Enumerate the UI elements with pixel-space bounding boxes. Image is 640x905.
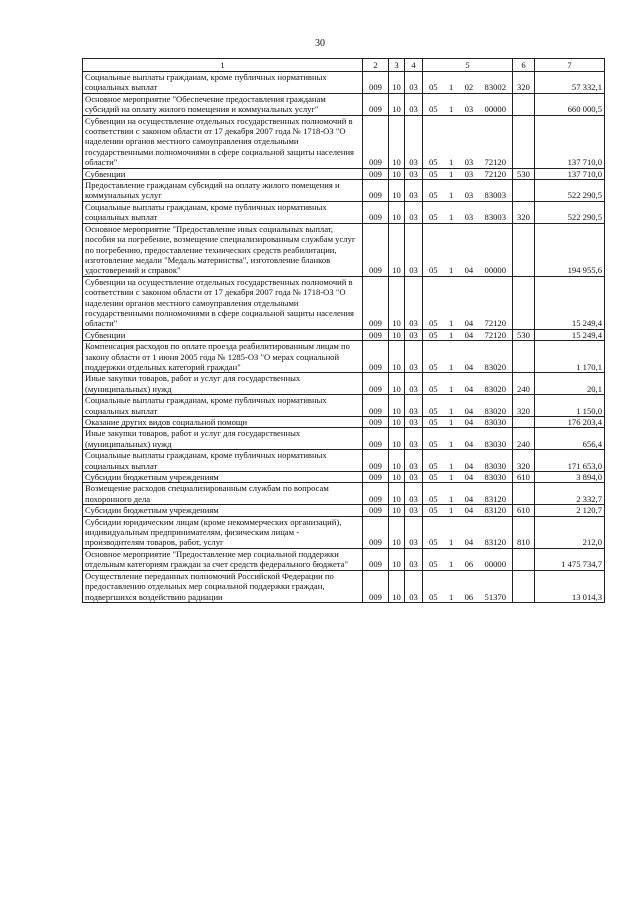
row-col-5 <box>423 373 513 395</box>
header-col-5: 5 <box>423 59 513 72</box>
row-col-3: 10 <box>389 93 405 115</box>
row-col-6 <box>513 115 535 168</box>
code-part-1: 05 <box>429 157 438 168</box>
code-part-3: 04 <box>464 438 474 449</box>
row-name: Субвенции <box>83 329 363 340</box>
row-col-5 <box>423 168 513 179</box>
row-name: Оказание других видов социальной помощи <box>83 417 363 428</box>
row-col-2: 009 <box>363 223 389 276</box>
row-col-2: 009 <box>363 395 389 417</box>
table-row <box>83 373 605 395</box>
code-part-4: 83003 <box>484 190 506 201</box>
row-col-3: 10 <box>389 341 405 373</box>
code-part-3: 03 <box>464 190 474 201</box>
row-col-4: 03 <box>405 341 423 373</box>
header-col-3: 3 <box>389 59 405 72</box>
row-col-2: 009 <box>363 201 389 223</box>
row-col-5 <box>423 329 513 340</box>
row-name: Основное мероприятие "Предоставление мер социальной поддержки отдельным категориям граждан за счет средств федерального бюджета" <box>83 548 363 570</box>
row-amount: 13 014,3 <box>535 570 605 602</box>
row-col-4: 03 <box>405 450 423 472</box>
code-part-3: 04 <box>464 361 474 372</box>
code-part-3: 04 <box>464 265 474 276</box>
row-col-4: 03 <box>405 395 423 417</box>
code-part-1: 05 <box>429 329 438 340</box>
code-part-1: 05 <box>429 591 438 602</box>
row-col-5 <box>423 472 513 483</box>
table-row <box>83 168 605 179</box>
code-part-4: 72120 <box>484 318 506 329</box>
row-col-3: 10 <box>389 223 405 276</box>
code-part-3: 04 <box>464 417 474 427</box>
row-col-5 <box>423 570 513 602</box>
row-amount: 2 332,7 <box>535 483 605 505</box>
row-col-4: 03 <box>405 115 423 168</box>
code-part-2: 1 <box>448 104 454 115</box>
program-code <box>425 494 510 504</box>
code-part-2: 1 <box>448 157 454 168</box>
code-part-2: 1 <box>448 591 454 602</box>
row-col-3: 10 <box>389 373 405 395</box>
code-part-1: 05 <box>429 383 438 394</box>
code-part-2: 1 <box>448 383 454 394</box>
table-row <box>83 276 605 329</box>
row-col-5 <box>423 505 513 516</box>
row-col-5 <box>423 72 513 94</box>
row-amount: 656,4 <box>535 428 605 450</box>
row-name: Социальные выплаты гражданам, кроме публичных нормативных социальных выплат <box>83 450 363 472</box>
code-part-4: 83030 <box>484 417 506 427</box>
program-code <box>425 265 510 275</box>
row-col-3: 10 <box>389 505 405 516</box>
code-part-2: 1 <box>448 318 454 329</box>
code-part-1: 05 <box>429 212 438 223</box>
program-code <box>425 505 510 515</box>
row-col-4: 03 <box>405 329 423 340</box>
row-name: Субвенции <box>83 168 363 179</box>
code-part-1: 05 <box>429 104 438 115</box>
row-name: Осуществление переданных полномочий Российской Федерации по предоставлению отдельных мер социальной поддержки граждан, подвергшихся воздействию радиации <box>83 570 363 602</box>
code-part-2: 1 <box>448 82 454 93</box>
row-col-6: 320 <box>513 395 535 417</box>
code-part-3: 04 <box>464 505 474 516</box>
row-col-5 <box>423 341 513 373</box>
table-row <box>83 428 605 450</box>
row-col-6 <box>513 93 535 115</box>
header-col-1: 1 <box>83 59 363 72</box>
code-part-4: 51370 <box>484 591 506 602</box>
header-col-6: 6 <box>513 59 535 72</box>
row-amount: 194 955,6 <box>535 223 605 276</box>
row-col-6: 530 <box>513 168 535 179</box>
row-col-6: 810 <box>513 516 535 548</box>
code-part-2: 1 <box>448 537 454 548</box>
budget-table <box>82 58 605 603</box>
row-name: Иные закупки товаров, работ и услуг для государственных (муниципальных) нужд <box>83 373 363 395</box>
row-col-6: 320 <box>513 450 535 472</box>
row-col-4: 03 <box>405 201 423 223</box>
program-code <box>425 318 510 328</box>
row-amount: 176 203,4 <box>535 417 605 428</box>
header-col-4: 4 <box>405 59 423 72</box>
row-col-3: 10 <box>389 168 405 179</box>
row-amount: 212,0 <box>535 516 605 548</box>
table-row <box>83 417 605 428</box>
row-col-4: 03 <box>405 417 423 428</box>
row-amount: 15 249,4 <box>535 276 605 329</box>
table-row <box>83 341 605 373</box>
code-part-2: 1 <box>448 438 454 449</box>
code-part-1: 05 <box>429 190 438 201</box>
code-part-4: 83030 <box>484 460 506 471</box>
code-part-2: 1 <box>448 417 454 427</box>
row-col-2: 009 <box>363 341 389 373</box>
row-col-3: 10 <box>389 450 405 472</box>
row-amount: 1 150,0 <box>535 395 605 417</box>
row-col-5 <box>423 483 513 505</box>
row-col-5 <box>423 276 513 329</box>
row-name: Субвенции на осуществление отдельных государственных полномочий в соответствии с законом области от 17 декабря 2007 года № 1718-ОЗ "О наделении органов местного самоуправления отдельными государственными полномочиями в сфере социальной защиты населения области" <box>83 115 363 168</box>
row-name: Субсидии юридическим лицам (кроме некоммерческих организаций), индивидуальным предпринимателям, физическим лицам - производителям товаров, работ, услуг <box>83 516 363 548</box>
row-col-5 <box>423 428 513 450</box>
row-amount: 522 290,5 <box>535 201 605 223</box>
table-row <box>83 201 605 223</box>
row-col-5 <box>423 548 513 570</box>
table-row <box>83 570 605 602</box>
code-part-1: 05 <box>429 168 438 179</box>
row-col-5 <box>423 516 513 548</box>
code-part-1: 05 <box>429 405 438 416</box>
code-part-4: 00000 <box>484 559 506 570</box>
code-part-4: 83120 <box>484 493 506 504</box>
code-part-3: 03 <box>464 157 474 168</box>
row-name: Основное мероприятие "Предоставление иных социальных выплат, пособия на погребение, возмещение специализированным службам услуг по погребению, предоставление технических средств реабилитации, изготовление медали "Медаль материнства", изготовление бланков удостоверений и справок" <box>83 223 363 276</box>
code-part-4: 83030 <box>484 438 506 449</box>
code-part-1: 05 <box>429 361 438 372</box>
code-part-4: 72120 <box>484 168 506 179</box>
code-part-2: 1 <box>448 168 454 179</box>
row-amount: 20,1 <box>535 373 605 395</box>
row-col-4: 03 <box>405 483 423 505</box>
code-part-4: 72120 <box>484 329 506 340</box>
row-col-3: 10 <box>389 115 405 168</box>
program-code <box>425 190 510 200</box>
code-part-2: 1 <box>448 559 454 570</box>
row-amount: 660 000,5 <box>535 93 605 115</box>
code-part-3: 02 <box>464 82 474 93</box>
program-code <box>425 330 510 340</box>
row-col-4: 03 <box>405 168 423 179</box>
table-row <box>83 93 605 115</box>
row-name: Субсидии бюджетным учреждениям <box>83 472 363 483</box>
program-code <box>425 169 510 179</box>
code-part-2: 1 <box>448 472 454 483</box>
row-col-4: 03 <box>405 373 423 395</box>
row-col-4: 03 <box>405 516 423 548</box>
code-part-2: 1 <box>448 405 454 416</box>
code-part-3: 04 <box>464 405 474 416</box>
row-col-6 <box>513 548 535 570</box>
row-col-6: 240 <box>513 428 535 450</box>
row-col-6 <box>513 223 535 276</box>
code-part-4: 83020 <box>484 405 506 416</box>
code-part-4: 83003 <box>484 212 506 223</box>
code-part-1: 05 <box>429 265 438 276</box>
row-col-3: 10 <box>389 483 405 505</box>
code-part-3: 04 <box>464 383 474 394</box>
row-col-6 <box>513 570 535 602</box>
row-col-4: 03 <box>405 93 423 115</box>
row-col-3: 10 <box>389 276 405 329</box>
code-part-4: 00000 <box>484 104 506 115</box>
row-col-3: 10 <box>389 472 405 483</box>
program-code <box>425 212 510 222</box>
code-part-4: 72120 <box>484 157 506 168</box>
code-part-4: 00000 <box>484 265 506 276</box>
row-col-5 <box>423 417 513 428</box>
row-col-2: 009 <box>363 483 389 505</box>
row-col-5 <box>423 223 513 276</box>
row-col-6 <box>513 180 535 202</box>
code-part-3: 04 <box>464 493 474 504</box>
row-col-2: 009 <box>363 450 389 472</box>
row-col-2: 009 <box>363 516 389 548</box>
code-part-1: 05 <box>429 82 438 93</box>
header-col-7: 7 <box>535 59 605 72</box>
row-name: Социальные выплаты гражданам, кроме публичных нормативных социальных выплат <box>83 201 363 223</box>
row-amount: 137 710,0 <box>535 115 605 168</box>
code-part-3: 04 <box>464 460 474 471</box>
row-col-4: 03 <box>405 570 423 602</box>
row-name: Компенсация расходов по оплате проезда реабилитированным лицам по закону области от 1 июня 2005 года № 1285-ОЗ "О мерах социальной поддержки отдельных категорий граждан" <box>83 341 363 373</box>
table-row <box>83 115 605 168</box>
row-col-3: 10 <box>389 201 405 223</box>
row-col-2: 009 <box>363 72 389 94</box>
row-amount: 1 170,1 <box>535 341 605 373</box>
code-part-2: 1 <box>448 212 454 223</box>
table-row <box>83 505 605 516</box>
code-part-3: 04 <box>464 472 474 483</box>
row-col-2: 009 <box>363 180 389 202</box>
header-row <box>83 59 605 72</box>
code-part-3: 03 <box>464 168 474 179</box>
table-row <box>83 180 605 202</box>
row-col-4: 03 <box>405 276 423 329</box>
code-part-3: 03 <box>464 104 474 115</box>
code-part-3: 06 <box>464 559 474 570</box>
code-part-1: 05 <box>429 537 438 548</box>
code-part-4: 83020 <box>484 383 506 394</box>
row-col-3: 10 <box>389 329 405 340</box>
row-col-2: 009 <box>363 472 389 483</box>
row-col-2: 009 <box>363 428 389 450</box>
row-col-6 <box>513 276 535 329</box>
program-code <box>425 157 510 167</box>
code-part-2: 1 <box>448 265 454 276</box>
row-col-5 <box>423 201 513 223</box>
row-col-6: 530 <box>513 329 535 340</box>
row-col-6 <box>513 417 535 428</box>
row-amount: 522 290,5 <box>535 180 605 202</box>
row-amount: 2 120,7 <box>535 505 605 516</box>
program-code <box>425 461 510 471</box>
code-part-1: 05 <box>429 472 438 483</box>
table-row <box>83 329 605 340</box>
program-code <box>425 406 510 416</box>
program-code <box>425 417 510 427</box>
program-code <box>425 472 510 482</box>
row-col-4: 03 <box>405 223 423 276</box>
table-row <box>83 516 605 548</box>
row-name: Предоставление гражданам субсидий на оплату жилого помещения и коммунальных услуг <box>83 180 363 202</box>
row-col-2: 009 <box>363 276 389 329</box>
row-col-3: 10 <box>389 516 405 548</box>
row-col-2: 009 <box>363 548 389 570</box>
code-part-3: 04 <box>464 318 474 329</box>
row-col-6: 240 <box>513 373 535 395</box>
page-number: 30 <box>315 38 325 49</box>
row-col-2: 009 <box>363 570 389 602</box>
row-col-2: 009 <box>363 115 389 168</box>
code-part-2: 1 <box>448 493 454 504</box>
code-part-3: 03 <box>464 212 474 223</box>
program-code <box>425 82 510 92</box>
row-name: Субвенции на осуществление отдельных государственных полномочий в соответствии с законом области от 17 декабря 2007 года № 1718-ОЗ "О наделении органов местного самоуправления отдельными государственными полномочиями в сфере социальной защиты населения области" <box>83 276 363 329</box>
row-col-3: 10 <box>389 548 405 570</box>
table-row <box>83 395 605 417</box>
row-name: Основное мероприятие "Обеспечение предоставления гражданам субсидий на оплату жилого помещения и коммунальных услуг" <box>83 93 363 115</box>
program-code <box>425 439 510 449</box>
program-code <box>425 104 510 114</box>
row-col-2: 009 <box>363 505 389 516</box>
code-part-4: 83030 <box>484 472 506 483</box>
header-col-2: 2 <box>363 59 389 72</box>
row-name: Иные закупки товаров, работ и услуг для государственных (муниципальных) нужд <box>83 428 363 450</box>
table-row <box>83 472 605 483</box>
code-part-2: 1 <box>448 329 454 340</box>
row-col-5 <box>423 450 513 472</box>
row-col-4: 03 <box>405 548 423 570</box>
row-amount: 57 332,1 <box>535 72 605 94</box>
row-col-4: 03 <box>405 428 423 450</box>
code-part-1: 05 <box>429 417 438 427</box>
row-name: Субсидии бюджетным учреждениям <box>83 505 363 516</box>
table-row <box>83 72 605 94</box>
row-col-2: 009 <box>363 93 389 115</box>
row-col-6 <box>513 341 535 373</box>
code-part-1: 05 <box>429 438 438 449</box>
row-col-4: 03 <box>405 472 423 483</box>
code-part-1: 05 <box>429 505 438 516</box>
row-col-5 <box>423 93 513 115</box>
row-col-4: 03 <box>405 505 423 516</box>
row-col-2: 009 <box>363 417 389 428</box>
code-part-3: 04 <box>464 537 474 548</box>
row-col-6: 320 <box>513 72 535 94</box>
row-col-3: 10 <box>389 570 405 602</box>
program-code <box>425 559 510 569</box>
row-amount: 171 653,0 <box>535 450 605 472</box>
row-col-3: 10 <box>389 428 405 450</box>
row-col-2: 009 <box>363 168 389 179</box>
program-code <box>425 362 510 372</box>
code-part-2: 1 <box>448 505 454 516</box>
row-col-6: 610 <box>513 472 535 483</box>
row-col-5 <box>423 395 513 417</box>
row-col-5 <box>423 115 513 168</box>
row-amount: 15 249,4 <box>535 329 605 340</box>
code-part-3: 04 <box>464 329 474 340</box>
row-col-4: 03 <box>405 72 423 94</box>
row-col-3: 10 <box>389 72 405 94</box>
code-part-1: 05 <box>429 559 438 570</box>
code-part-1: 05 <box>429 493 438 504</box>
code-part-4: 83120 <box>484 505 506 516</box>
row-name: Социальные выплаты гражданам, кроме публичных нормативных социальных выплат <box>83 395 363 417</box>
code-part-4: 83002 <box>484 82 506 93</box>
row-amount: 137 710,0 <box>535 168 605 179</box>
row-name: Возмещение расходов специализированным службам по вопросам похоронного дела <box>83 483 363 505</box>
table-row <box>83 223 605 276</box>
row-col-5 <box>423 180 513 202</box>
row-col-3: 10 <box>389 395 405 417</box>
row-col-2: 009 <box>363 373 389 395</box>
code-part-3: 06 <box>464 591 474 602</box>
program-code <box>425 384 510 394</box>
row-amount: 3 894,0 <box>535 472 605 483</box>
program-code <box>425 592 510 602</box>
row-col-3: 10 <box>389 180 405 202</box>
code-part-1: 05 <box>429 318 438 329</box>
code-part-4: 83020 <box>484 361 506 372</box>
table-row <box>83 483 605 505</box>
row-amount: 1 475 734,7 <box>535 548 605 570</box>
row-col-4: 03 <box>405 180 423 202</box>
code-part-4: 83120 <box>484 537 506 548</box>
row-col-3: 10 <box>389 417 405 428</box>
row-name: Социальные выплаты гражданам, кроме публичных нормативных социальных выплат <box>83 72 363 94</box>
code-part-1: 05 <box>429 460 438 471</box>
row-col-2: 009 <box>363 329 389 340</box>
program-code <box>425 537 510 547</box>
table-row <box>83 450 605 472</box>
row-col-6 <box>513 483 535 505</box>
table-row <box>83 548 605 570</box>
code-part-2: 1 <box>448 460 454 471</box>
code-part-2: 1 <box>448 190 454 201</box>
code-part-2: 1 <box>448 361 454 372</box>
row-col-6: 610 <box>513 505 535 516</box>
row-col-6: 320 <box>513 201 535 223</box>
